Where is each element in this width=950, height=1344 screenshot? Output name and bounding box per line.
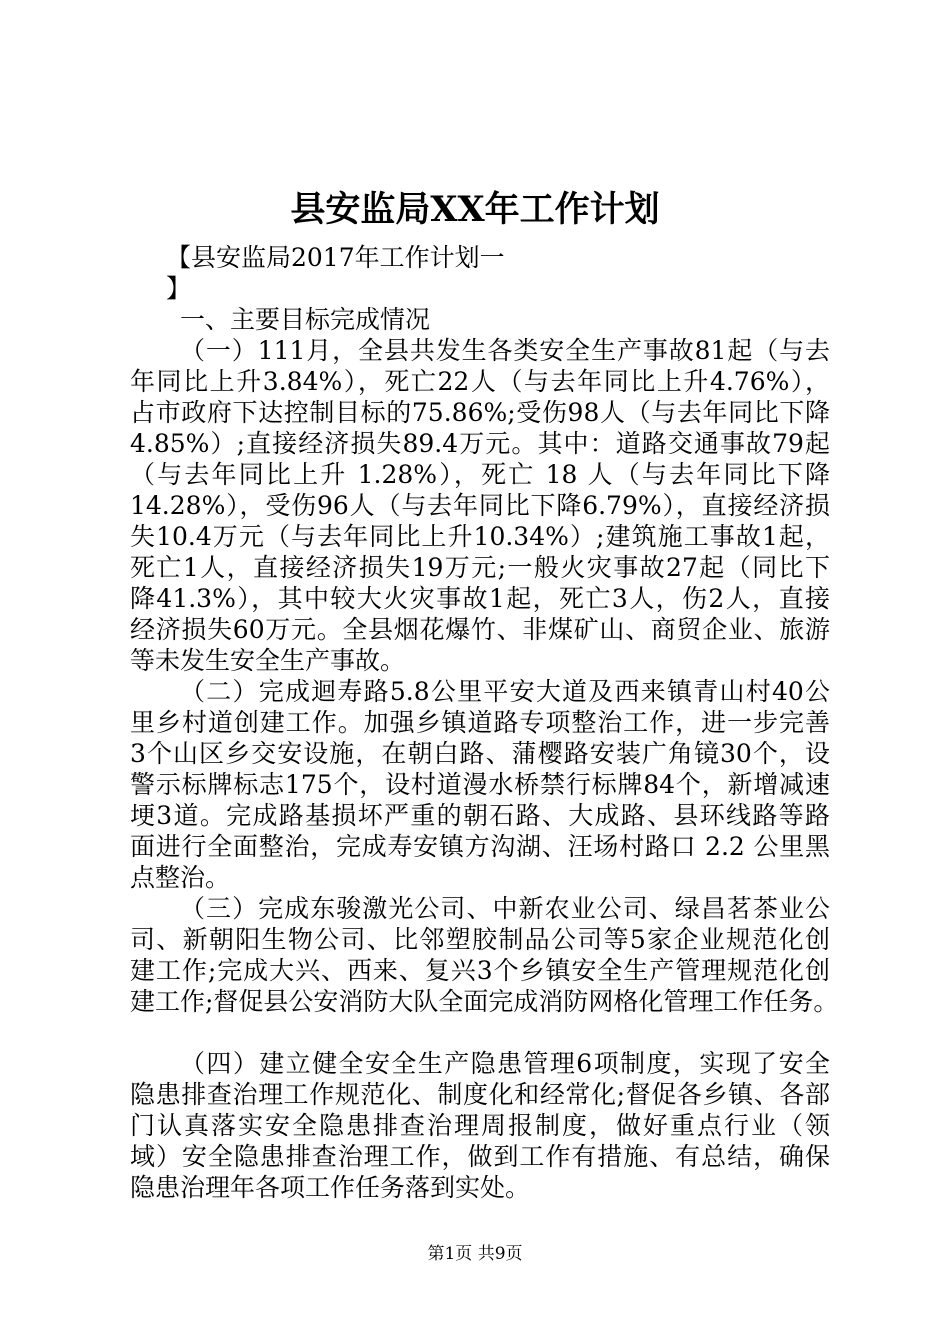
text-line: 埂3道。完成路基损坏严重的朝石路、大成路、县环线路等路	[130, 801, 830, 830]
text-line: （与去年同比上升 1.28%），死亡 18 人（与去年同比下降	[130, 460, 830, 489]
paragraph-4	[130, 1048, 830, 1203]
text-line: 降41.3%），其中较大火灾事故1起，死亡3人，伤2人，直接	[130, 584, 830, 613]
paragraph-2	[130, 676, 830, 893]
text-line: 经济损失60万元。全县烟花爆竹、非煤矿山、商贸企业、旅游	[130, 615, 830, 644]
text-line: （一）111月，全县共发生各类安全生产事故81起（与去	[180, 336, 830, 365]
text-line: （二）完成迴寿路5.8公里平安大道及西来镇青山村40公	[180, 677, 830, 706]
document-title: 县安监局XX年工作计划	[290, 189, 660, 230]
text-line: 面进行全面整治，完成寿安镇方沟湖、汪场村路口 2.2 公里黑	[130, 832, 830, 861]
text-line: 点整治。	[130, 863, 231, 892]
text-line: 建工作;督促县公安消防大队全面完成消防网格化管理工作任务。	[130, 987, 839, 1016]
subtitle-line: 】	[166, 274, 192, 303]
text-line: 3个山区乡交安设施，在朝白路、蒲樱路安装广角镜30个，设	[130, 739, 830, 768]
document-body	[130, 242, 839, 1203]
text-line: 建工作;完成大兴、西来、复兴3个乡镇安全生产管理规范化创	[130, 956, 830, 985]
text-line: 占市政府下达控制目标的75.86%;受伤98人（与去年同比下降	[130, 398, 830, 427]
text-line: （三）完成东骏激光公司、中新农业公司、绿昌茗茶业公	[180, 894, 830, 923]
text-line: 域）安全隐患排查治理工作，做到工作有措施、有总结，确保	[130, 1142, 830, 1171]
text-line: 失10.4万元（与去年同比上升10.34%）;建筑施工事故1起，	[130, 522, 830, 551]
section-heading: 一、主要目标完成情况	[180, 305, 431, 334]
text-line: 隐患治理年各项工作任务落到实处。	[130, 1173, 531, 1202]
text-line: 隐患排查治理工作规范化、制度化和经常化;督促各乡镇、各部	[130, 1080, 830, 1109]
text-line: 等未发生安全生产事故。	[130, 646, 406, 675]
text-line: 14.28%），受伤96人（与去年同比下降6.79%），直接经济损	[130, 491, 830, 520]
text-line: 门认真落实安全隐患排查治理周报制度，做好重点行业（领	[130, 1111, 830, 1140]
paragraph-spacer	[130, 1017, 830, 1048]
paragraph-3	[130, 893, 839, 1017]
subtitle-line: 【县安监局2017年工作计划一	[166, 243, 505, 272]
text-line: （四）建立健全安全生产隐患管理6项制度，实现了安全	[180, 1049, 830, 1078]
text-line: 警示标牌标志175个，设村道漫水桥禁行标牌84个，新增减速	[130, 770, 830, 799]
paragraph-1	[130, 335, 830, 676]
page-number-footer: 第1页 共9页	[427, 1244, 523, 1264]
text-line: 司、新朝阳生物公司、比邻塑胶制品公司等5家企业规范化创	[130, 925, 830, 954]
text-line: 死亡1人，直接经济损失19万元;一般火灾事故27起（同比下	[130, 553, 830, 582]
text-line: 4.85%）;直接经济损失89.4万元。其中：道路交通事故79起	[130, 429, 830, 458]
text-line: 里乡村道创建工作。加强乡镇道路专项整治工作，进一步完善	[130, 708, 830, 737]
text-line: 年同比上升3.84%），死亡22人（与去年同比上升4.76%），	[130, 367, 830, 396]
